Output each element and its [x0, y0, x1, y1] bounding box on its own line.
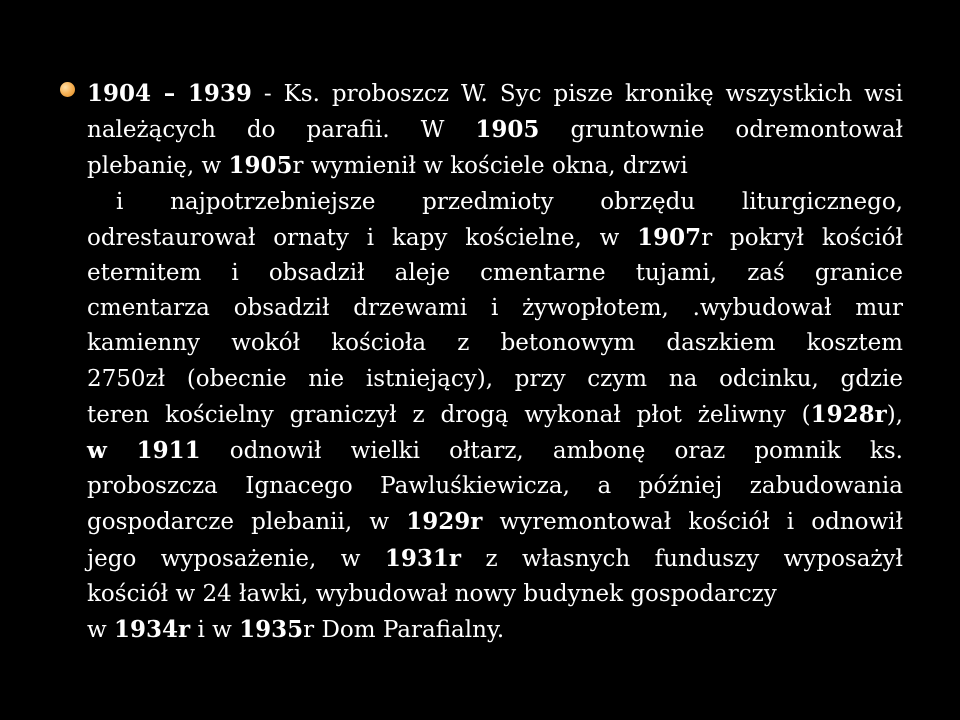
text-segment: - Ks. proboszcz W. Syc pisze kronikę wszystkich wsi [251, 81, 903, 107]
text-segment-bold: 1905 [475, 116, 540, 144]
text-segment: jego wyposażenie, w [87, 545, 385, 572]
text-segment: r Dom Parafialny. [303, 617, 505, 644]
text-segment: plebanię, w [87, 153, 229, 180]
text-segment-bold: 1934r [114, 616, 191, 644]
text-line [87, 541, 903, 577]
text-segment: r wymienił w kościele okna, drzwi [292, 153, 688, 180]
bullet-icon [60, 82, 75, 97]
text-segment: cmentarza obsadził drzewami i żywopłotem, .wybudował mur [87, 295, 903, 322]
text-segment-bold: 1907 [637, 223, 702, 251]
text-segment-bold: w 1911 [87, 437, 201, 465]
text-line [87, 220, 903, 256]
text-segment: z własnych funduszy wyposażył [461, 545, 903, 572]
text-line [87, 612, 903, 648]
text-segment: wyremontował kościół i odnowił [482, 509, 903, 536]
text-line [87, 433, 903, 469]
text-segment-bold: 1931r [384, 544, 462, 572]
text-segment: ), [886, 401, 903, 428]
text-segment-bold: 1928r [810, 400, 887, 428]
text-segment: eternitem i obsadził aleje cmentarne tujami, zaś granice [87, 260, 903, 287]
text-segment-bold: 1904 – 1939 [87, 80, 252, 107]
text-segment: należących do parafii. W [87, 117, 476, 144]
text-line [87, 76, 903, 112]
text-segment: r pokrył kościół [701, 224, 903, 251]
text-segment: kościół w 24 ławki, wybudował nowy budynek gospodarczy [87, 580, 777, 607]
text-segment: gruntownie odremontował [539, 117, 903, 144]
text-segment: odnowił wielki ołtarz, ambonę oraz pomnik ks. [200, 438, 903, 465]
text-line [87, 469, 903, 504]
text-line [87, 112, 903, 148]
text-segment: proboszcza Ignacego Pawluśkiewicza, a później zabudowania [87, 473, 903, 500]
text-line [87, 291, 903, 326]
text-segment-bold: 1905 [228, 152, 293, 180]
text-segment: i w [190, 617, 240, 644]
text-segment: gospodarcze plebanii, w [87, 509, 407, 536]
text-segment: kamienny wokół kościoła z betonowym daszkiem kosztem [87, 330, 903, 357]
text-segment-bold: 1935 [239, 616, 304, 644]
text-segment: w [87, 617, 114, 644]
text-segment: teren kościelny graniczył z drogą wykonał płot żeliwny ( [87, 401, 811, 428]
text-segment-bold: 1929r [406, 508, 483, 536]
text-segment: i najpotrzebniejsze przedmioty obrzędu liturgicznego, [116, 188, 903, 215]
text-segment: 2750zł (obecnie nie istniejący), przy czym na odcinku, gdzie [87, 365, 903, 392]
text-line [87, 362, 903, 397]
text-segment: odrestaurował ornaty i kapy kościelne, w [87, 224, 638, 251]
slide-body-text [87, 76, 903, 648]
text-line [87, 504, 903, 540]
text-line [87, 148, 903, 184]
text-line [87, 185, 903, 220]
text-line [87, 256, 903, 291]
text-line [87, 397, 903, 433]
text-line [87, 577, 903, 612]
text-line [87, 326, 903, 361]
